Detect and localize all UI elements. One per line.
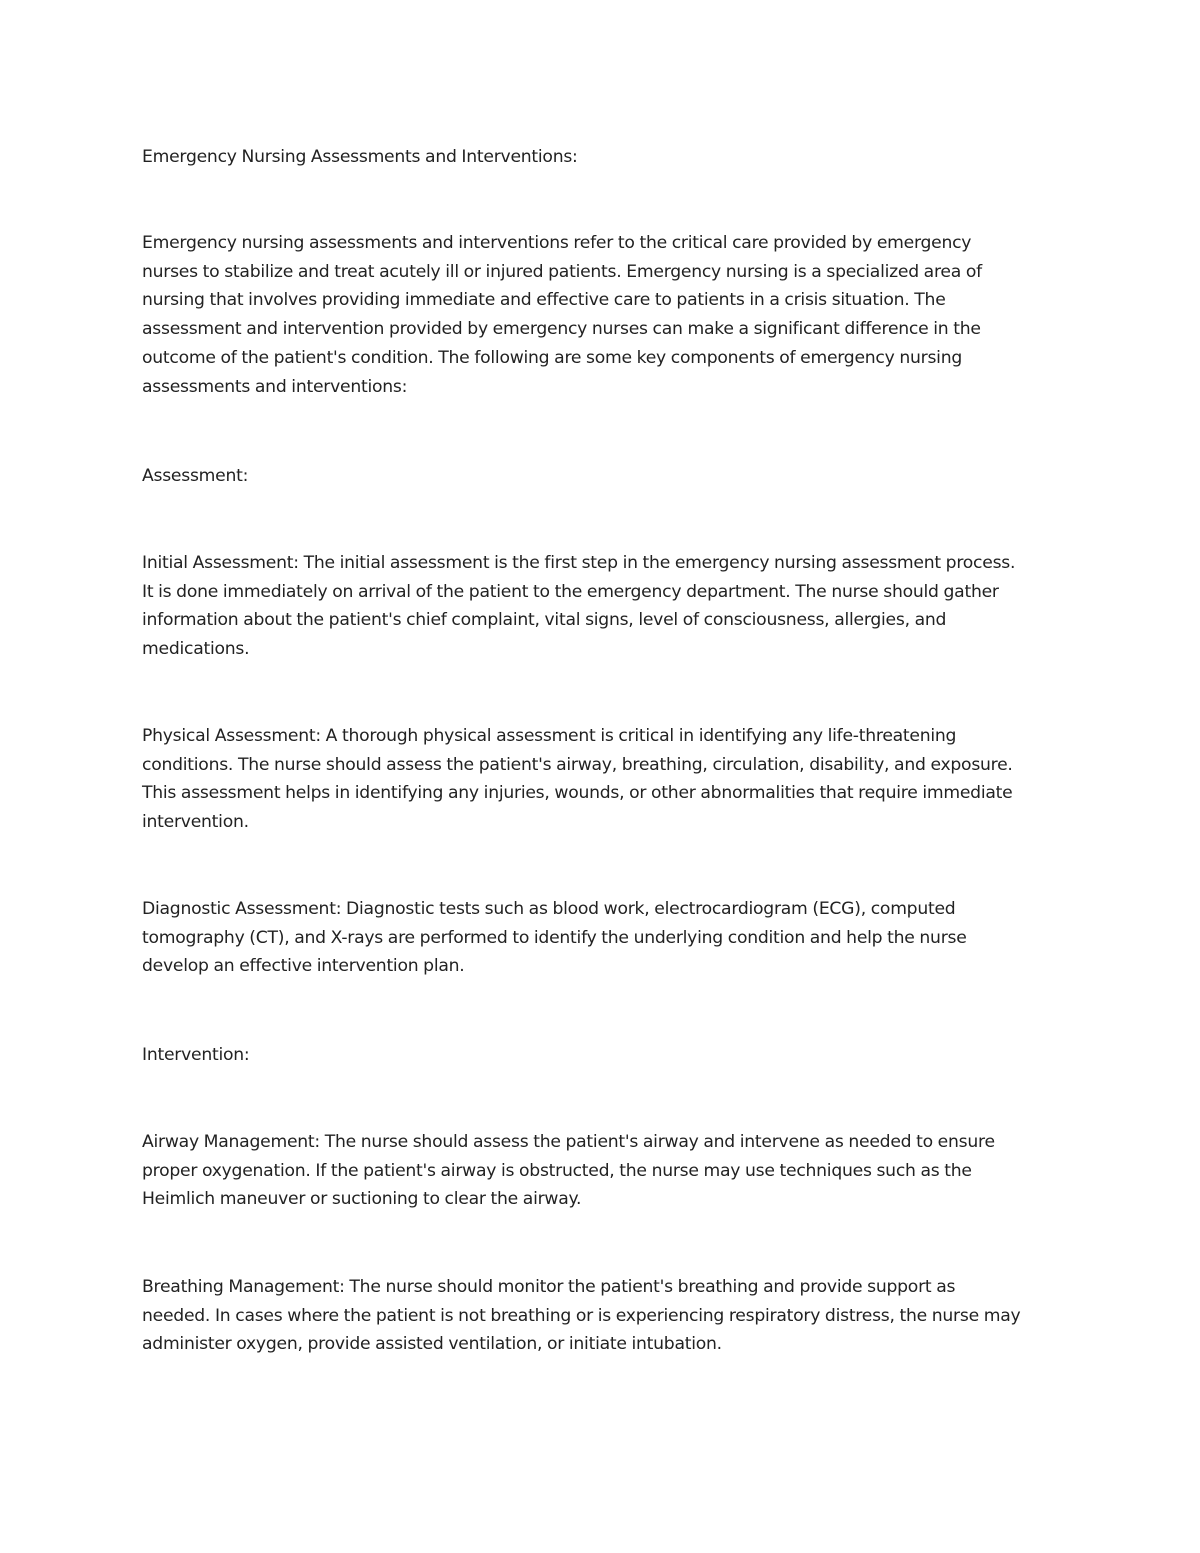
paragraph-line: Emergency nursing assessments and interventions refer to the critical care provided by emergency — [142, 233, 972, 253]
paragraph-line: nursing that involves providing immediate and effective care to patients in a crisis situation. The — [142, 290, 946, 311]
breathing-management-paragraph — [142, 1273, 1067, 1359]
initial-assessment-paragraph — [142, 549, 1067, 664]
paragraph-line: administer oxygen, provide assisted ventilation, or initiate intubation. — [142, 1334, 722, 1355]
paragraph-line: tomography (CT), and X-rays are performed to identify the underlying condition and help the nurse — [142, 927, 967, 948]
paragraph-line: Diagnostic Assessment: Diagnostic tests such as blood work, electrocardiogram (ECG), computed — [142, 899, 956, 919]
intro-paragraph — [142, 229, 1067, 401]
paragraph-line: assessment and intervention provided by emergency nurses can make a significant difference in the — [142, 319, 981, 340]
paragraph-line: proper oxygenation. If the patient's airway is obstructed, the nurse may use techniques such as the — [142, 1160, 972, 1181]
paragraph-line: Initial Assessment: The initial assessment is the first step in the emergency nursing assessment process. — [142, 553, 1016, 573]
paragraph-line: It is done immediately on arrival of the patient to the emergency department. The nurse should gather — [142, 581, 999, 602]
paragraph-line: This assessment helps in identifying any injuries, wounds, or other abnormalities that require immediate — [142, 783, 1013, 804]
paragraph-line: assessments and interventions: — [142, 376, 408, 397]
paragraph-line: nurses to stabilize and treat acutely ill or injured patients. Emergency nursing is a specialized area of — [142, 261, 982, 282]
diagnostic-assessment-paragraph — [142, 895, 1067, 981]
airway-management-paragraph — [142, 1128, 1067, 1214]
assessment-heading: Assessment: — [142, 466, 249, 486]
paragraph-line: medications. — [142, 639, 250, 660]
intervention-heading: Intervention: — [142, 1045, 250, 1065]
paragraph-line: Physical Assessment: A thorough physical assessment is critical in identifying any life-threatening — [142, 726, 957, 746]
paragraph-line: outcome of the patient's condition. The following are some key components of emergency nursing — [142, 347, 962, 368]
document-title: Emergency Nursing Assessments and Interventions: — [142, 147, 578, 167]
paragraph-line: Airway Management: The nurse should assess the patient's airway and intervene as needed to ensure — [142, 1132, 995, 1152]
physical-assessment-paragraph — [142, 722, 1067, 837]
paragraph-line: intervention. — [142, 812, 249, 833]
paragraph-line: information about the patient's chief complaint, vital signs, level of consciousness, allergies, and — [142, 610, 947, 631]
paragraph-line: needed. In cases where the patient is not breathing or is experiencing respiratory distress, the nurse may — [142, 1305, 1021, 1326]
paragraph-line: Heimlich maneuver or suctioning to clear the airway. — [142, 1189, 582, 1210]
paragraph-line: conditions. The nurse should assess the patient's airway, breathing, circulation, disability, and exposure. — [142, 754, 1013, 775]
paragraph-line: develop an effective intervention plan. — [142, 956, 465, 977]
paragraph-line: Breathing Management: The nurse should monitor the patient's breathing and provide support as — [142, 1277, 956, 1297]
